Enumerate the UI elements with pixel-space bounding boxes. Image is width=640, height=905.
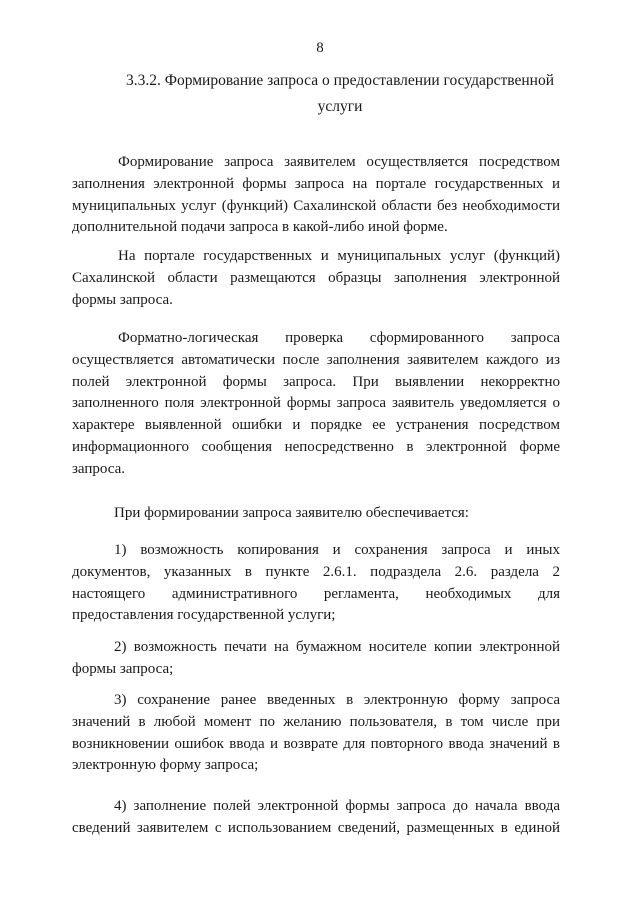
section-heading-line-2: услуги — [317, 98, 363, 115]
page-number: 8 — [316, 40, 324, 56]
list-item-3: 3) сохранение ранее введенных в электронную форму запроса значений в любой момент по желанию пользователя, в том числе при возникновении ошибок ввода и возврате для повторного ввода значений в электронную форму запроса; — [72, 692, 560, 774]
paragraph-2: На портале государственных и муниципальных услуг (функций) Сахалинской области размещаются образцы заполнения электронной формы запроса. — [72, 248, 560, 308]
list-item-1: 1) возможность копирования и сохранения запроса и иных документов, указанных в пункте 2.6.1. подраздела 2.6. раздела 2 настоящего административного регламента, необходимых для предоставления государственной услуги; — [72, 542, 560, 624]
paragraph-4: При формировании запроса заявителю обеспечивается: — [114, 505, 469, 521]
paragraph-3: Форматно-логическая проверка сформированного запроса осуществляется автоматически после заполнения заявителем каждого из полей электронной формы запроса. При выявлении некорректно заполненного поля электронной формы запроса заявитель уведомляется о характере выявленной ошибки и порядке ее устранения посредством информационного сообщения непосредственно в электронной форме запроса. — [72, 330, 560, 477]
list-item-2: 2) возможность печати на бумажном носителе копии электронной формы запроса; — [72, 639, 560, 677]
list-item-4: 4) заполнение полей электронной формы запроса до начала ввода сведений заявителем с использованием сведений, размещенных в единой — [72, 798, 560, 836]
section-heading-line-1: 3.3.2. Формирование запроса о предоставлении государственной — [125, 72, 555, 89]
paragraph-1: Формирование запроса заявителем осуществляется посредством заполнения электронной формы запроса на портале государственных и муниципальных услуг (функций) Сахалинской области без необходимости дополнительной подачи запроса в какой-либо иной форме. — [72, 154, 560, 236]
